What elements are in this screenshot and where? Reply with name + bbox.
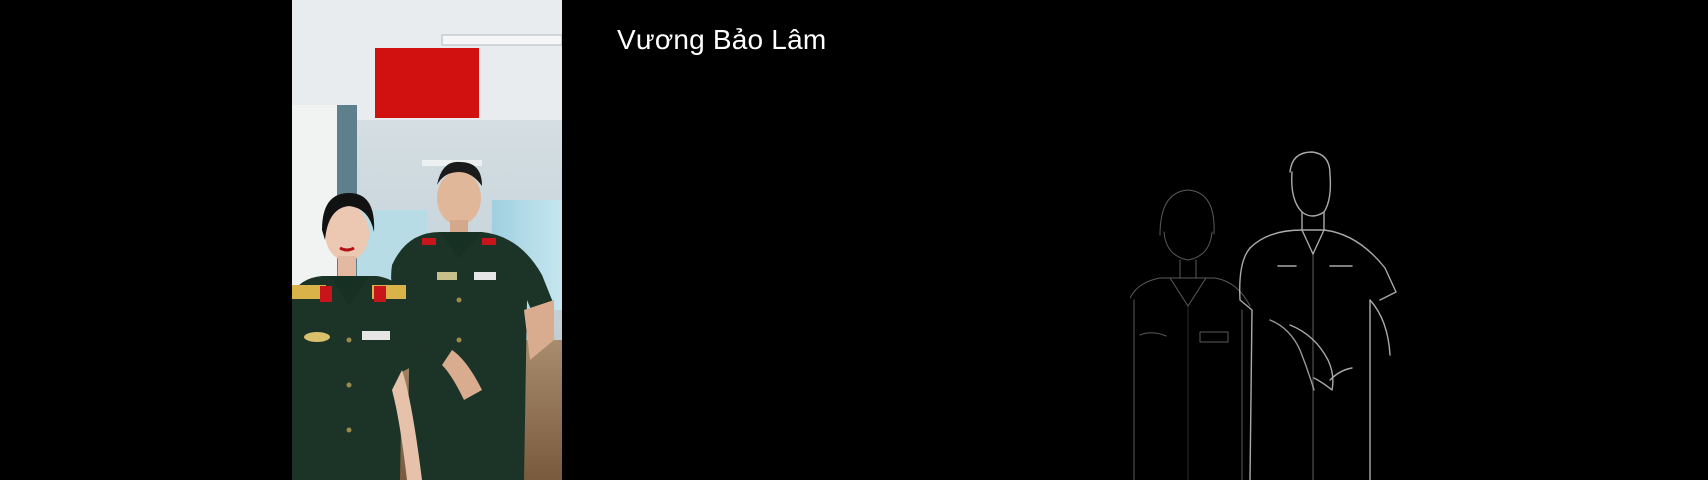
edge-detection-icon	[1130, 150, 1430, 480]
edge-outline-man	[1240, 152, 1396, 480]
title-text: Vương Bảo Lâm	[617, 24, 827, 55]
video-frame	[292, 0, 562, 480]
edge-detection-view	[1130, 150, 1430, 480]
video-frame-icon	[292, 0, 562, 480]
red-overlay-box	[375, 48, 479, 118]
edge-outline-woman	[1130, 190, 1250, 480]
